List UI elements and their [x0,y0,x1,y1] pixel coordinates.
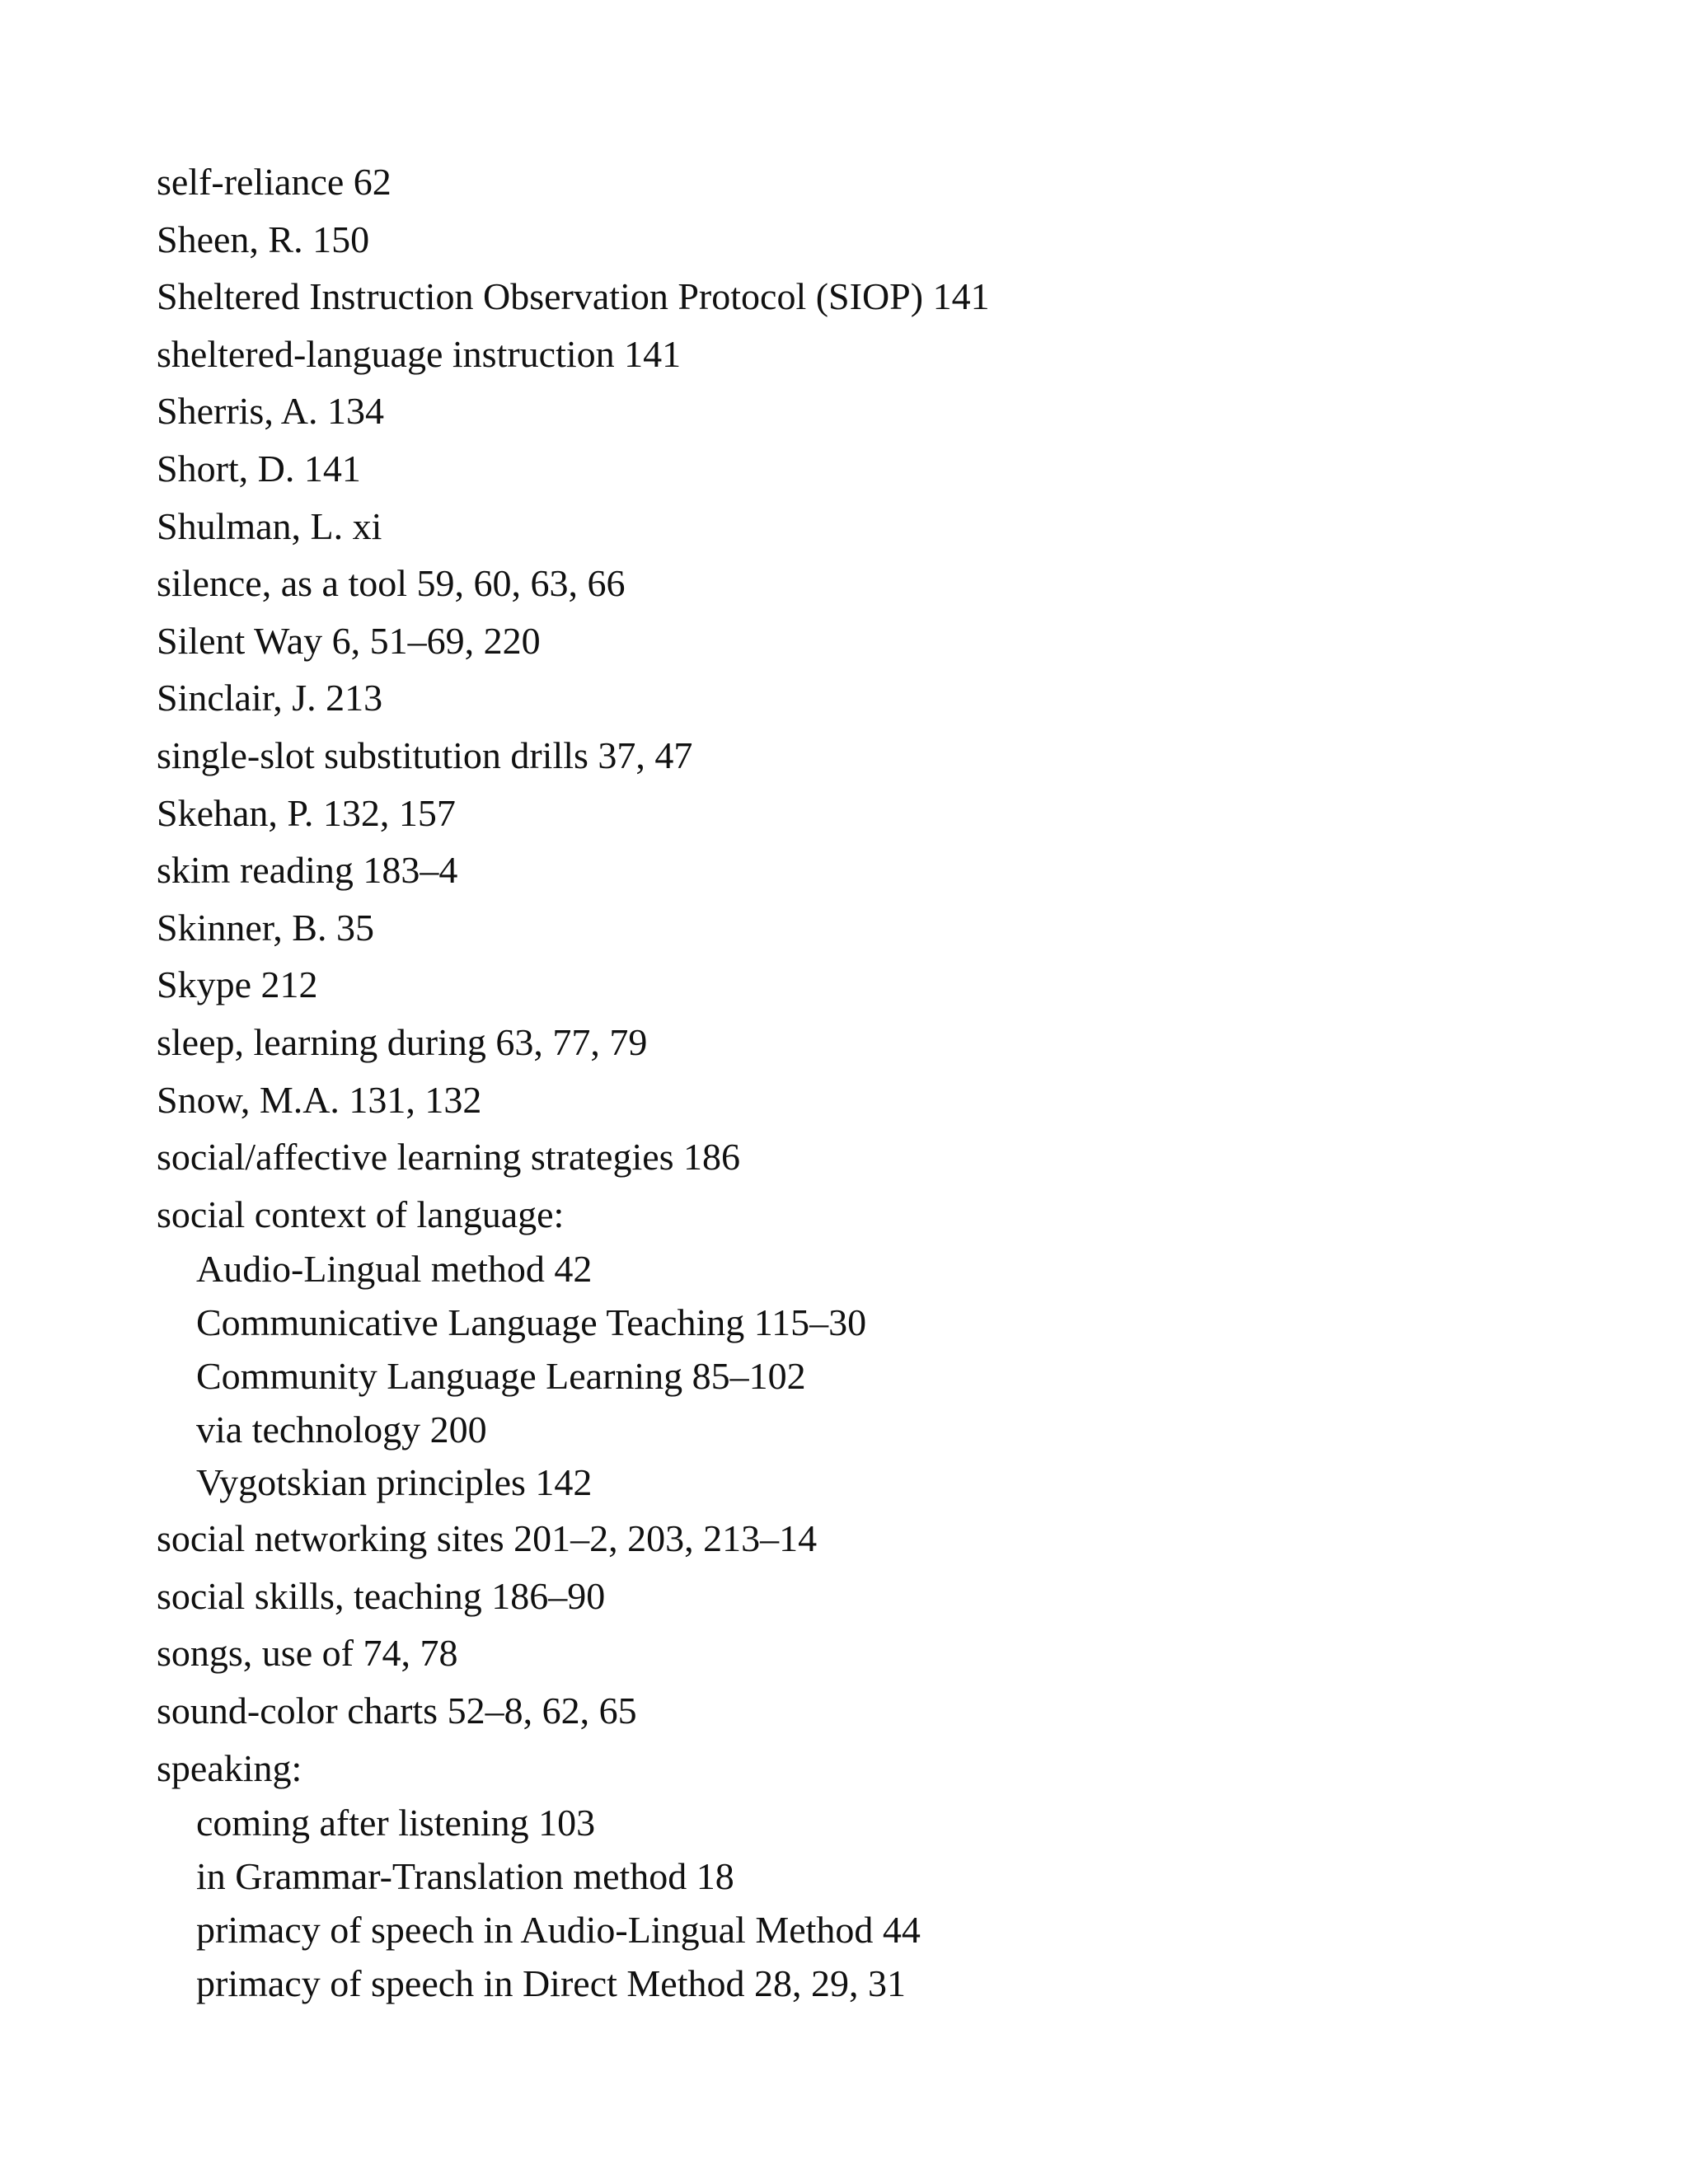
index-entry: silence, as a tool 59, 60, 63, 66 [157,562,626,605]
index-entry: Sheltered Instruction Observation Protocol (SIOP) 141 [157,275,990,318]
index-subentry: in Grammar-Translation method 18 [196,1855,734,1898]
index-entry-list [157,153,990,2010]
index-entry: Skype 212 [157,963,318,1006]
index-entry: single-slot substitution drills 37, 47 [157,733,693,776]
index-subentry: primacy of speech in Audio-Lingual Method 44 [196,1908,921,1951]
index-entry: Shulman, L. xi [157,504,382,547]
index-entry: Skehan, P. 132, 157 [157,791,456,834]
index-entry: social/affective learning strategies 186 [157,1136,741,1179]
index-entry: sound-color charts 52–8, 62, 65 [157,1690,637,1732]
index-subentry: Vygotskian principles 142 [196,1461,593,1504]
index-entry: Short, D. 141 [157,447,361,490]
index-subentry: Audio-Lingual method 42 [196,1248,593,1291]
index-entry: songs, use of 74, 78 [157,1632,458,1675]
index-subentry: via technology 200 [196,1408,487,1451]
index-subentry: Community Language Learning 85–102 [196,1354,806,1397]
index-entry: Sinclair, J. 213 [157,677,383,719]
index-entry: social context of language: [157,1193,565,1235]
index-entry: Sherris, A. 134 [157,390,384,433]
index-subentry: coming after listening 103 [196,1802,596,1844]
index-entry: self-reliance 62 [157,161,392,203]
index-entry: Sheen, R. 150 [157,218,370,260]
index-subentry: Communicative Language Teaching 115–30 [196,1301,867,1344]
index-subentry: primacy of speech in Direct Method 28, 29, 31 [196,1961,906,2004]
index-entry: Silent Way 6, 51–69, 220 [157,619,541,662]
index-entry: sheltered-language instruction 141 [157,332,682,375]
index-entry: skim reading 183–4 [157,849,458,892]
index-entry: Skinner, B. 35 [157,906,374,949]
index-entry: social networking sites 201–2, 203, 213–14 [157,1517,818,1560]
index-entry: sleep, learning during 63, 77, 79 [157,1020,648,1063]
index-entry: speaking: [157,1746,302,1789]
index-entry: social skills, teaching 186–90 [157,1574,606,1617]
index-entry: Snow, M.A. 131, 132 [157,1078,482,1121]
